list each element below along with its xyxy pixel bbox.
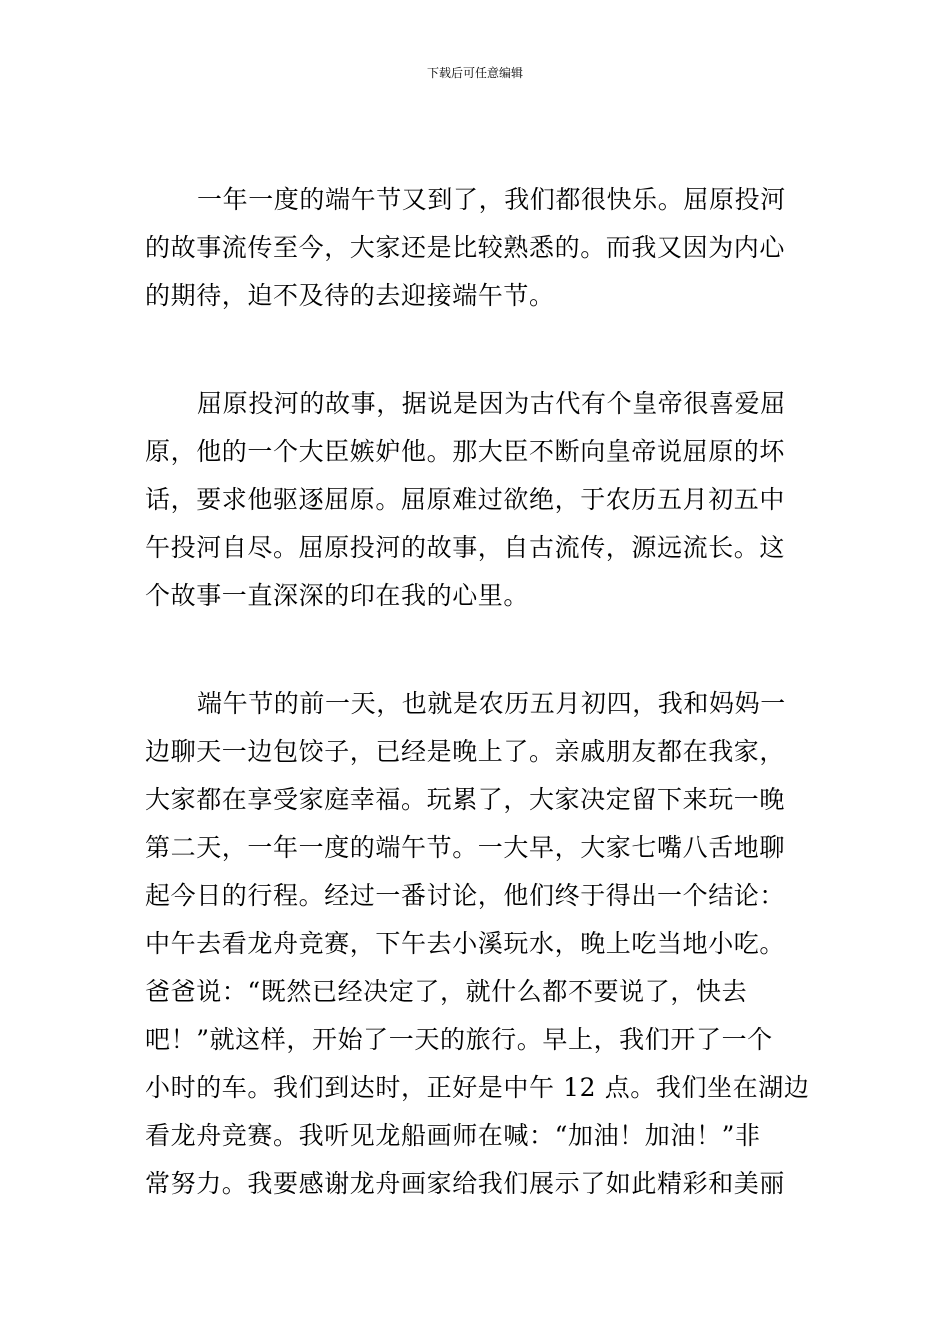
- paragraph-line: 端午节的前一天，也就是农历五月初四，我和妈妈一: [197, 689, 786, 718]
- paragraph-line: 看龙舟竞赛。我听见龙船画师在喊：“加油！加油！”非: [145, 1121, 761, 1150]
- paragraph-line: 午投河自尽。屈原投河的故事，自古流传，源远流长。这: [145, 533, 786, 562]
- paragraph-line: 起今日的行程。经过一番讨论，他们终于得出一个结论：: [145, 881, 786, 910]
- document-body: [145, 176, 811, 1208]
- paragraph-line: 中午去看龙舟竞赛，下午去小溪玩水，晚上吃当地小吃。: [145, 929, 786, 958]
- paragraph-line: 个故事一直深深的印在我的心里。: [145, 581, 530, 610]
- paragraph-line: 第二天，一年一度的端午节。一大早，大家七嘴八舌地聊: [145, 833, 786, 862]
- paragraph-line: 边聊天一边包饺子，已经是晚上了。亲戚朋友都在我家，: [145, 737, 786, 766]
- paragraph-line: 的故事流传至今，大家还是比较熟悉的。而我又因为内心: [145, 233, 786, 262]
- page-header: 下载后可任意编辑: [426, 66, 523, 80]
- paragraph-line: 的期待，迫不及待的去迎接端午节。: [145, 281, 555, 310]
- paragraph-1: [145, 176, 811, 320]
- paragraph-line: 原，他的一个大臣嫉妒他。那大臣不断向皇帝说屈原的坏: [145, 437, 786, 466]
- paragraph-spacer: [145, 320, 811, 380]
- paragraph-line: 常努力。我要感谢龙舟画家给我们展示了如此精彩和美丽: [145, 1169, 786, 1198]
- paragraph-line: 屈原投河的故事，据说是因为古代有个皇帝很喜爱屈: [197, 389, 786, 418]
- paragraph-3: [145, 680, 811, 1208]
- paragraph-line: 小时的车。我们到达时，正好是中午 12 点。我们坐在湖边: [145, 1073, 810, 1102]
- paragraph-spacer: [145, 620, 811, 680]
- paragraph-line: 爸爸说：“既然已经决定了，就什么都不要说了，快去: [145, 977, 748, 1006]
- paragraph-line: 一年一度的端午节又到了，我们都很快乐。屈原投河: [197, 185, 786, 214]
- paragraph-2: [145, 380, 811, 620]
- paragraph-line: 吧！”就这样，开始了一天的旅行。早上，我们开了一个: [145, 1025, 773, 1054]
- paragraph-line: 话，要求他驱逐屈原。屈原难过欲绝，于农历五月初五中: [145, 485, 786, 514]
- paragraph-line: 大家都在享受家庭幸福。玩累了，大家决定留下来玩一晚: [145, 785, 786, 814]
